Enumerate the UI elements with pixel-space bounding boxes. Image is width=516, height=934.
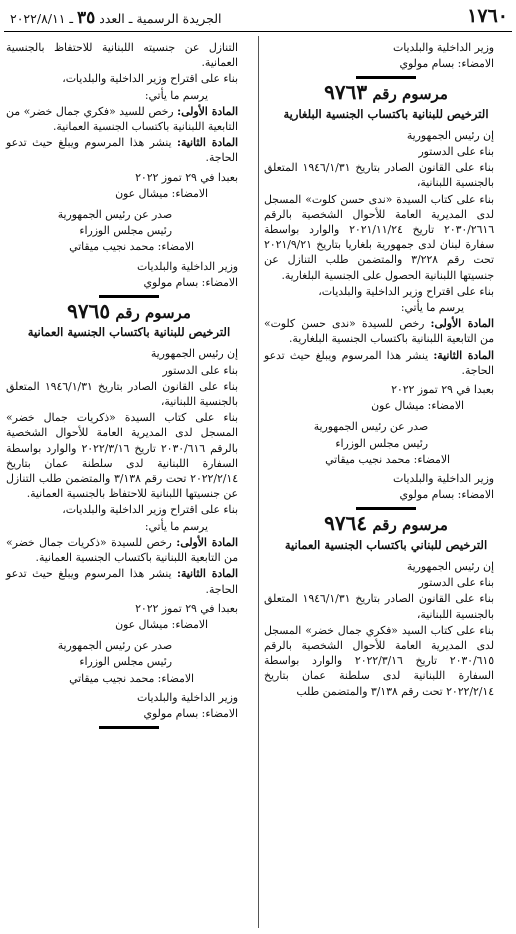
decree-decision: يرسم ما يأتي: (400, 301, 464, 315)
preamble-line: بناء على القانون الصادر بتاريخ ١٩٤٦/١/٣١ المتعلق بالجنسية اللبنانية، (6, 379, 238, 409)
preamble-line: بناء على اقتراح وزير الداخلية والبلديات، (62, 503, 238, 517)
preamble-line: إن رئيس الجمهورية (150, 347, 238, 361)
preamble-line: إن رئيس الجمهورية (406, 128, 494, 142)
decree-date: بعبدا في ٢٩ تموز ٢٠٢٢ (391, 383, 494, 397)
minister-title: وزير الداخلية والبلديات (393, 472, 494, 486)
minister-signature: الامضاء: بسام مولوي (143, 706, 238, 720)
article-2 (6, 135, 252, 165)
minister-signature: الامضاء: بسام مولوي (399, 57, 494, 71)
article-1 (264, 316, 508, 346)
preamble-line: بناء على كتاب السيد «فكري جمال خضر» المسجل لدى المديرية العامة للأحوال الشخصية بالرقم ٢٠٣٠/٦١٥ تاريخ ٢٠٢٢/٣/١٦ والوارد بواسطة السفارة اللبنانية لدى سلطنة عمان بتاريخ ٢٠٢٢/٢/١٤ تحت رقم ٣/١٣٨ والمتضمن طلب (264, 623, 494, 698)
issued-by: صدر عن رئيس الجمهورية (313, 420, 428, 434)
article-label: المادة الثانية: (177, 567, 238, 581)
article-1 (6, 535, 252, 565)
article-text: ينشر هذا المرسوم ويبلغ حيث تدعو الحاجة. (6, 136, 238, 165)
preamble-line: إن رئيس الجمهورية (406, 559, 494, 573)
minister-title: وزير الداخلية والبلديات (137, 259, 238, 273)
decree-subject: الترخيص للبنانية باكتساب الجنسية العمانية (27, 325, 231, 340)
minister-signature: الامضاء: بسام مولوي (143, 275, 238, 289)
pm-signature: الامضاء: محمد نجيب ميقاتي (325, 452, 450, 466)
page-header (4, 5, 512, 31)
preamble-line: بناء على القانون الصادر بتاريخ ١٩٤٦/١/٣١ المتعلق بالجنسية اللبنانية، (264, 592, 494, 621)
preamble-line: بناء على اقتراح وزير الداخلية والبلديات، (318, 284, 494, 298)
article-text: ينشر هذا المرسوم ويبلغ حيث تدعو الحاجة. (264, 348, 494, 377)
decree-number: ٩٧٦٣ (324, 80, 368, 105)
preamble-line: بناء على اقتراح وزير الداخلية والبلديات، (62, 72, 238, 86)
minister-signature: الامضاء: بسام مولوي (399, 488, 494, 502)
decree-title (264, 511, 508, 536)
decree-title (6, 299, 252, 324)
decree-decision: يرسم ما يأتي: (144, 88, 208, 102)
pm-signature: الامضاء: محمد نجيب ميقاتي (69, 240, 194, 254)
pm-title: رئيس مجلس الوزراء (79, 224, 172, 238)
article-label: المادة الثانية: (433, 348, 495, 362)
preamble-line: بناء على القانون الصادر بتاريخ ١٩٤٦/١/٣١ المتعلق بالجنسية اللبنانية، (264, 161, 494, 190)
separator-rule (99, 726, 159, 729)
decree-subject: الترخيص للبناني باكتساب الجنسية العمانية (284, 537, 488, 552)
article-text: رخص للسيدة «ندى حسن كلوت» من التابعية اللبنانية باكتساب الجنسية البلغارية. (264, 317, 494, 346)
column-divider (258, 36, 259, 928)
pm-title: رئيس مجلس الوزراء (79, 655, 172, 669)
article-1 (6, 104, 252, 134)
separator-rule (356, 507, 416, 510)
preamble-line: بناء على الدستور (418, 576, 494, 590)
separator-rule (356, 76, 416, 79)
article-2 (264, 348, 508, 378)
separator-rule (99, 295, 159, 298)
article-label: المادة الأولى: (177, 104, 238, 118)
header-rule (4, 31, 512, 32)
issue-number: ٣٥ (77, 8, 96, 28)
continuation-line: التنازل عن جنسيته اللبنانية للاحتفاظ بالجنسية العمانية. (6, 41, 238, 70)
article-text: ينشر هذا المرسوم ويبلغ حيث تدعو الحاجة. (6, 567, 238, 596)
decree-number: ٩٧٦٥ (67, 299, 111, 324)
pm-signature: الامضاء: محمد نجيب ميقاتي (69, 671, 194, 685)
issue-info (10, 8, 222, 28)
decree-date: بعبدا في ٢٩ تموز ٢٠٢٢ (135, 170, 238, 184)
decree-title-prefix: مرسوم رقم (115, 304, 191, 323)
pm-title: رئيس مجلس الوزراء (335, 436, 428, 450)
preamble-line: بناء على كتاب السيدة «ذكريات جمال خضر» المسجل لدى المديرية العامة للأحوال الشخصية بالرقم ٢٠٣٠/٦١٦ تاريخ ٢٠٢٢/٣/١٦ والوارد بواسطة السفارة اللبنانية لدى سلطنة عمان بتاريخ ٢٠٢٢/٢/١٤ تحت رقم ٣/١٣٨ والمتضمن طلب التنازل عن جنسيتها اللبنانية للاحتفاظ بالجنسية العمانية. (6, 411, 239, 501)
decree-date: بعبدا في ٢٩ تموز ٢٠٢٢ (135, 601, 238, 615)
article-text: رخص للسيدة «ذكريات جمال خضر» من التابعية اللبنانية باكتساب الجنسية العمانية. (6, 535, 238, 565)
right-column (264, 40, 508, 700)
president-signature: الامضاء: ميشال عون (115, 617, 208, 631)
decree-subject: الترخيص للبنانية باكتساب الجنسية البلغارية (283, 106, 489, 121)
issued-by: صدر عن رئيس الجمهورية (57, 208, 172, 222)
decree-number: ٩٧٦٤ (324, 511, 368, 536)
article-label: المادة الثانية: (177, 136, 238, 150)
article-text: رخص للسيد «فكري جمال خضر» من التابعية اللبنانية باكتساب الجنسية العمانية. (6, 104, 238, 134)
preamble-line: بناء على كتاب السيدة «ندى حسن كلوت» المسجل لدى المديرية العامة للأحوال الشخصية بالرقم ٢٠٣٠/٢٦١٦ تاريخ ٢٠٢١/١١/٢٤ والوارد بواسطة سفارة لبنان لدى جمهورية بلغاريا بتاريخ ٢٠٢١/٩/٢١ تحت رقم ٣/٢٢٨ والمتضمن طلب التنازل عن جنسيتها اللبنانية الحصول على الجنسية البلغارية. (264, 192, 494, 282)
issue-label: الجريدة الرسمية ـ العدد (99, 11, 222, 26)
preamble-line: بناء على الدستور (418, 145, 494, 159)
article-label: المادة الأولى: (430, 317, 494, 331)
decree-title-prefix: مرسوم رقم (372, 516, 448, 535)
issued-by: صدر عن رئيس الجمهورية (57, 639, 172, 653)
minister-title: وزير الداخلية والبلديات (137, 690, 238, 704)
article-label: المادة الأولى: (176, 535, 238, 549)
decree-title-prefix: مرسوم رقم (372, 85, 448, 104)
page-number: ١٧٦٠ (467, 5, 508, 27)
president-signature: الامضاء: ميشال عون (115, 186, 208, 200)
left-column (6, 40, 252, 734)
decree-decision: يرسم ما يأتي: (144, 519, 208, 533)
minister-title: وزير الداخلية والبلديات (393, 41, 494, 54)
preamble-line: بناء على الدستور (162, 363, 238, 377)
article-2 (6, 566, 252, 596)
decree-title (264, 80, 508, 105)
issue-date: ـ ٢٠٢٢/٨/١١ (10, 11, 74, 26)
president-signature: الامضاء: ميشال عون (371, 399, 464, 413)
